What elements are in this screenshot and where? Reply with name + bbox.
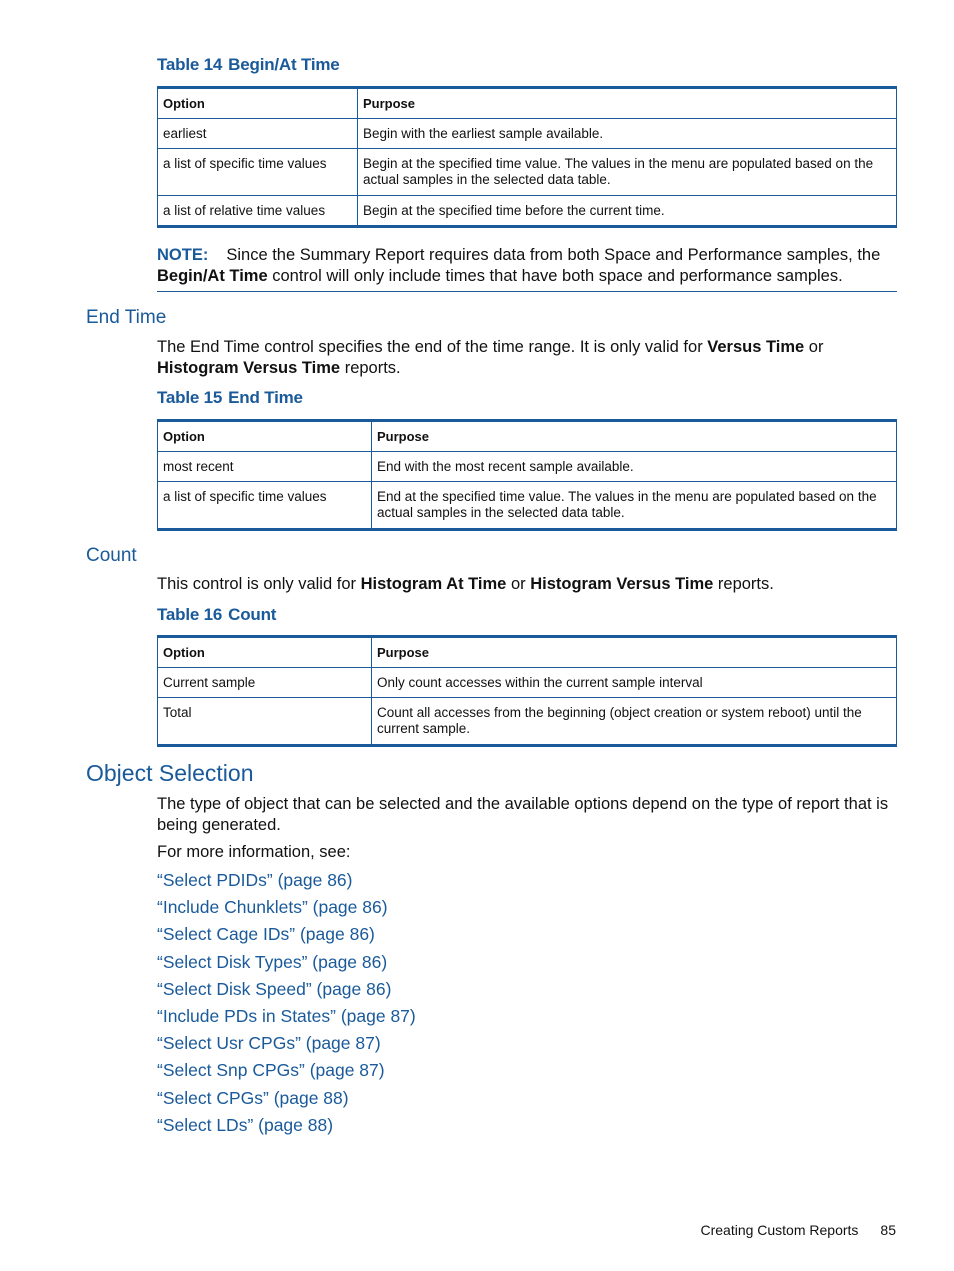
object-selection-intro: The type of object that can be selected and the available options depend on the type of report that is being generated.	[157, 795, 889, 834]
link-select-lds[interactable]: “Select LDs” (page 88)	[157, 1114, 334, 1135]
link-select-cpgs[interactable]: “Select CPGs” (page 88)	[157, 1087, 349, 1108]
link-select-disk-types[interactable]: “Select Disk Types” (page 86)	[157, 951, 388, 972]
table-end-time	[157, 419, 897, 531]
object-selection-heading: Object Selection	[86, 760, 254, 786]
table-15-caption: Table 15 End Time	[157, 388, 303, 407]
page-number: 85	[880, 1222, 896, 1238]
column-header: Purpose	[372, 637, 897, 668]
table-cell: earliest	[158, 119, 358, 149]
link-select-snp-cpgs[interactable]: “Select Snp CPGs” (page 87)	[157, 1060, 385, 1081]
table-cell: Count all accesses from the beginning (object creation or system reboot) until the current sample.	[372, 698, 897, 746]
table-cell: a list of specific time values	[158, 482, 372, 530]
link-select-pdids[interactable]: “Select PDIDs” (page 86)	[157, 870, 353, 890]
table-row	[158, 482, 897, 530]
table-header-row	[158, 421, 897, 452]
column-header: Option	[158, 421, 372, 452]
footer-section-title: Creating Custom Reports	[700, 1222, 859, 1238]
note-box: NOTE: Since the Summary Report requires data from both Space and Performance samples, the Begin/At Time control will only include times that have both space and performance samples.	[157, 245, 897, 292]
table-row	[158, 698, 897, 746]
count-heading: Count	[86, 545, 137, 566]
column-header: Purpose	[358, 88, 897, 119]
table-count	[157, 635, 897, 747]
end-time-heading: End Time	[86, 307, 167, 328]
table-cell: Begin at the specified time before the current time.	[358, 196, 897, 227]
table-cell: Begin with the earliest sample available.	[358, 119, 897, 149]
column-header: Purpose	[372, 421, 897, 452]
table-row	[158, 452, 897, 482]
link-select-cage-ids[interactable]: “Select Cage IDs” (page 86)	[157, 924, 375, 945]
link-include-chunklets[interactable]: “Include Chunklets” (page 86)	[157, 897, 388, 918]
table-cell: Current sample	[158, 668, 372, 698]
cross-reference-list	[157, 868, 416, 1140]
table-cell: End at the specified time value. The values in the menu are populated based on the actual samples in the selected data table.	[372, 482, 897, 530]
column-header: Option	[158, 637, 372, 668]
table-row	[158, 668, 897, 698]
table-cell: End with the most recent sample available.	[372, 452, 897, 482]
more-info-text: For more information, see:	[157, 843, 351, 861]
table-row	[158, 119, 897, 149]
count-description: This control is only valid for Histogram At Time or Histogram Versus Time reports.	[157, 575, 774, 593]
table-header-row	[158, 88, 897, 119]
table-cell: Begin at the specified time value. The values in the menu are populated based on the actual samples in the selected data table.	[358, 149, 897, 196]
table-row	[158, 196, 897, 227]
table-16-caption: Table 16 Count	[157, 605, 277, 624]
table-row	[158, 149, 897, 196]
column-header: Option	[158, 88, 358, 119]
page-footer	[700, 1222, 896, 1238]
table-cell: Only count accesses within the current sample interval	[372, 668, 897, 698]
link-include-pds-in-states[interactable]: “Include PDs in States” (page 87)	[157, 1005, 416, 1026]
table-header-row	[158, 637, 897, 668]
link-select-disk-speed[interactable]: “Select Disk Speed” (page 86)	[157, 978, 392, 999]
table-cell: a list of relative time values	[158, 196, 358, 227]
note-label: NOTE:	[157, 246, 209, 264]
table-cell: a list of specific time values	[158, 149, 358, 196]
table-14-caption: Table 14 Begin/At Time	[157, 55, 340, 74]
table-cell: Total	[158, 698, 372, 746]
table-begin-at-time	[157, 86, 897, 228]
link-select-usr-cpgs[interactable]: “Select Usr CPGs” (page 87)	[157, 1033, 381, 1054]
table-cell: most recent	[158, 452, 372, 482]
end-time-description: The End Time control specifies the end of the time range. It is only valid for Versus Time or Histogram Versus Time reports.	[157, 338, 824, 377]
